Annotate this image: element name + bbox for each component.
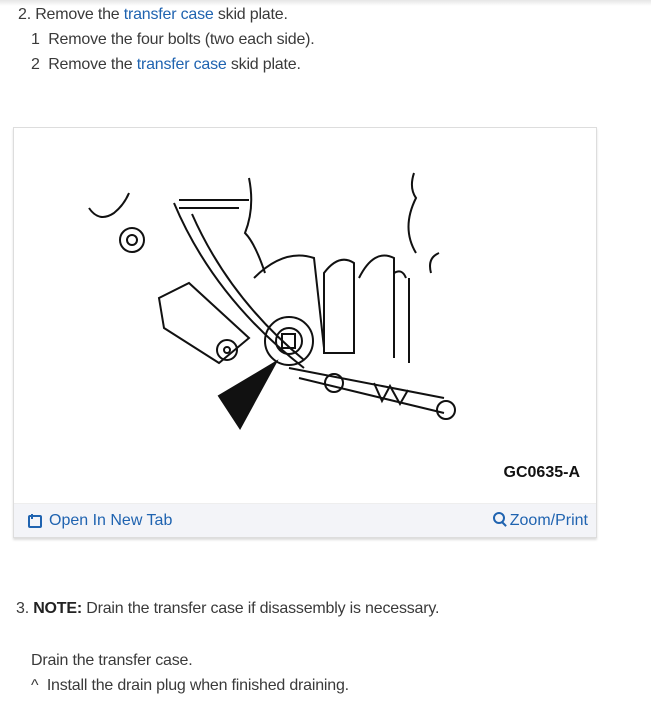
figure-code: GC0635-A [503,464,580,481]
zoom-in-icon [493,513,507,529]
substep-1: 1 Remove the four bolts (two each side). [31,31,315,48]
zoom-print-label: Zoom/Print [509,512,588,529]
transfer-case-link[interactable]: transfer case [123,6,214,23]
step-2: 2. Remove the transfer case skid plate. [18,6,288,23]
transfer-case-drain-plug-diagram [14,128,596,458]
step-3-note: 3. NOTE: Drain the transfer case if disassembly is necessary. [16,600,440,617]
new-tab-icon [28,515,42,528]
drain-plug-instruction: ^ Install the drain plug when finished draining. [31,677,349,694]
zoom-print-link[interactable] [493,512,588,530]
transfer-case-link[interactable]: transfer case [136,56,227,73]
figure-panel [13,127,597,538]
figure-footer [14,503,596,537]
open-in-new-tab-link[interactable] [28,512,172,530]
open-in-new-tab-label: Open In New Tab [49,512,173,529]
substep-2: 2 Remove the transfer case skid plate. [31,56,301,73]
drain-instruction: Drain the transfer case. [31,652,193,669]
